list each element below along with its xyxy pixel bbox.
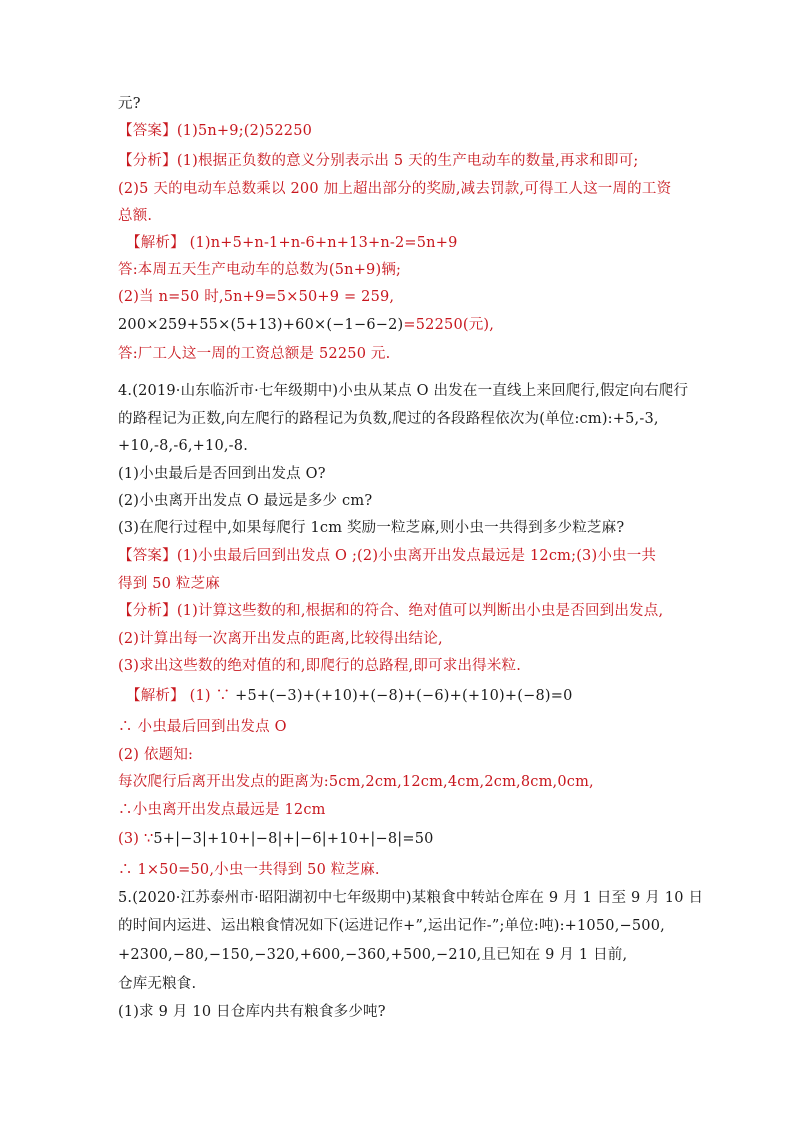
text-run: 4.(2019·山东临沂市·七年级期中)小虫从某点 O 出发在一直线上来回爬行,假定向右爬行: [118, 383, 689, 399]
text-line-l19: [118, 601, 663, 621]
text-line-l18: [118, 574, 220, 594]
text-line-l02: [118, 121, 312, 141]
text-line-l15: [118, 491, 372, 511]
text-run: +10,-8,-6,+10,-8.: [118, 438, 249, 454]
text-line-l21: [118, 656, 521, 676]
text-run: (1) ∵: [184, 688, 236, 704]
text-line-l08: [118, 287, 394, 307]
text-run: (1)计算这些数的和,根据和的符合、绝对值可以判断出小虫是否回到出发点,: [176, 603, 664, 619]
text-run: 每次爬行后离开出发点的距离为:5cm,2cm,12cm,4cm,2cm,8cm,0cm,: [118, 774, 594, 790]
text-line-l06: [126, 233, 458, 253]
text-line-l27: [118, 829, 434, 849]
text-line-l10: [118, 344, 390, 364]
text-run: (3)在爬行过程中,如果每爬行 1cm 奖励一粒芝麻,则小虫一共得到多少粒芝麻?: [118, 520, 625, 536]
text-run: 200×259+55×(5+13)+60×(−1−6−2): [118, 317, 404, 333]
text-run: 答:厂工人这一周的工资总额是 52250 元.: [118, 346, 391, 362]
text-run: (3) ∵: [118, 831, 154, 847]
text-line-l17: [118, 546, 656, 566]
text-run: (2)小虫离开出发点 O 最远是多少 cm?: [118, 493, 373, 509]
text-run: +5+(−3)+(+10)+(−8)+(−6)+(+10)+(−8)=0: [235, 688, 573, 704]
text-line-l26: [118, 800, 326, 820]
text-line-l31: [118, 945, 627, 965]
text-line-l28: [118, 860, 380, 880]
text-run: ∴ 1×50=50,小虫一共得到 50 粒芝麻.: [118, 862, 380, 878]
section-tag: 【答案】: [118, 123, 177, 139]
text-run: 仓库无粮食.: [118, 976, 197, 992]
text-run: (1)求 9 月 10 日仓库内共有粮食多少吨?: [118, 1004, 386, 1020]
text-run: 总额.: [118, 208, 153, 224]
section-tag: 【分析】: [118, 153, 177, 169]
text-run: (2) 依题知:: [118, 747, 194, 763]
text-run: (1)n+5+n-1+n-6+n+13+n-2=5n+9: [184, 235, 458, 251]
text-run: ∴ 小虫最后回到出发点 O: [118, 719, 287, 735]
text-line-l23: [118, 717, 287, 737]
text-run: 5+|−3|+10+|−8|+|−6|+10+|−8|=50: [153, 831, 434, 847]
text-line-l33: [118, 1002, 386, 1022]
text-run: 的时间内运进、运出粮食情况如下(运进记作+”,运出记作-”;单位:吨):+1050,−500,: [118, 918, 665, 934]
text-run: =52250(元),: [403, 317, 495, 333]
text-run: 答:本周五天生产电动车的总数为(5n+9)辆;: [118, 262, 402, 278]
text-line-l20: [118, 629, 443, 649]
text-run: (1)小虫最后是否回到出发点 O?: [118, 466, 326, 482]
text-line-l16: [118, 518, 624, 538]
text-line-l25: [118, 772, 594, 792]
section-tag: 【解析】: [126, 235, 185, 251]
text-run: (1)根据正负数的意义分别表示出 5 天的生产电动车的数量,再求和即可;: [176, 153, 639, 169]
text-line-l14: [118, 464, 326, 484]
text-line-l05: [118, 206, 152, 226]
text-run: (2)当 n=50 时,5n+9=5×50+9 = 259,: [118, 289, 395, 305]
text-run: (3)求出这些数的绝对值的和,即爬行的总路程,即可求出得米粒.: [118, 658, 522, 674]
text-line-l29: [118, 888, 703, 908]
text-run: 元?: [118, 96, 141, 112]
text-line-l32: [118, 974, 196, 994]
text-line-l01: [118, 94, 141, 114]
text-line-l04: [118, 179, 671, 199]
text-run: 得到 50 粒芝麻: [118, 576, 220, 592]
section-tag: 【答案】: [118, 548, 177, 564]
section-tag: 【解析】: [126, 688, 185, 704]
text-run: 5.(2020·江苏泰州市·昭阳湖初中七年级期中)某粮食中转站仓库在 9 月 1 日至 9 月 10 日: [118, 890, 704, 906]
text-run: (1)小虫最后回到出发点 O ;(2)小虫离开出发点最远是 12cm;(3)小虫一共: [176, 548, 657, 564]
text-line-l13: [118, 436, 248, 456]
text-run: ∴小虫离开出发点最远是 12cm: [118, 802, 326, 818]
text-run: +2300,−80,−150,−320,+600,−360,+500,−210,且已知在 9 月 1 日前,: [118, 947, 628, 963]
text-line-l03: [118, 151, 639, 171]
text-run: (2)5 天的电动车总数乘以 200 加上超出部分的奖励,减去罚款,可得工人这一周的工资: [118, 181, 672, 197]
text-run: 的路程记为正数,向左爬行的路程记为负数,爬过的各段路程依次为(单位:cm):+5,-3,: [118, 411, 659, 427]
text-line-l09: [118, 315, 494, 335]
text-line-l11: [118, 381, 688, 401]
text-run: (2)计算出每一次离开出发点的距离,比较得出结论,: [118, 631, 443, 647]
text-line-l07: [118, 260, 401, 280]
text-line-l30: [118, 916, 665, 936]
text-run: (1)5n+9;(2)52250: [176, 123, 313, 139]
text-line-l24: [118, 745, 193, 765]
text-line-l12: [118, 409, 659, 429]
text-line-l22: [126, 686, 573, 706]
section-tag: 【分析】: [118, 603, 177, 619]
